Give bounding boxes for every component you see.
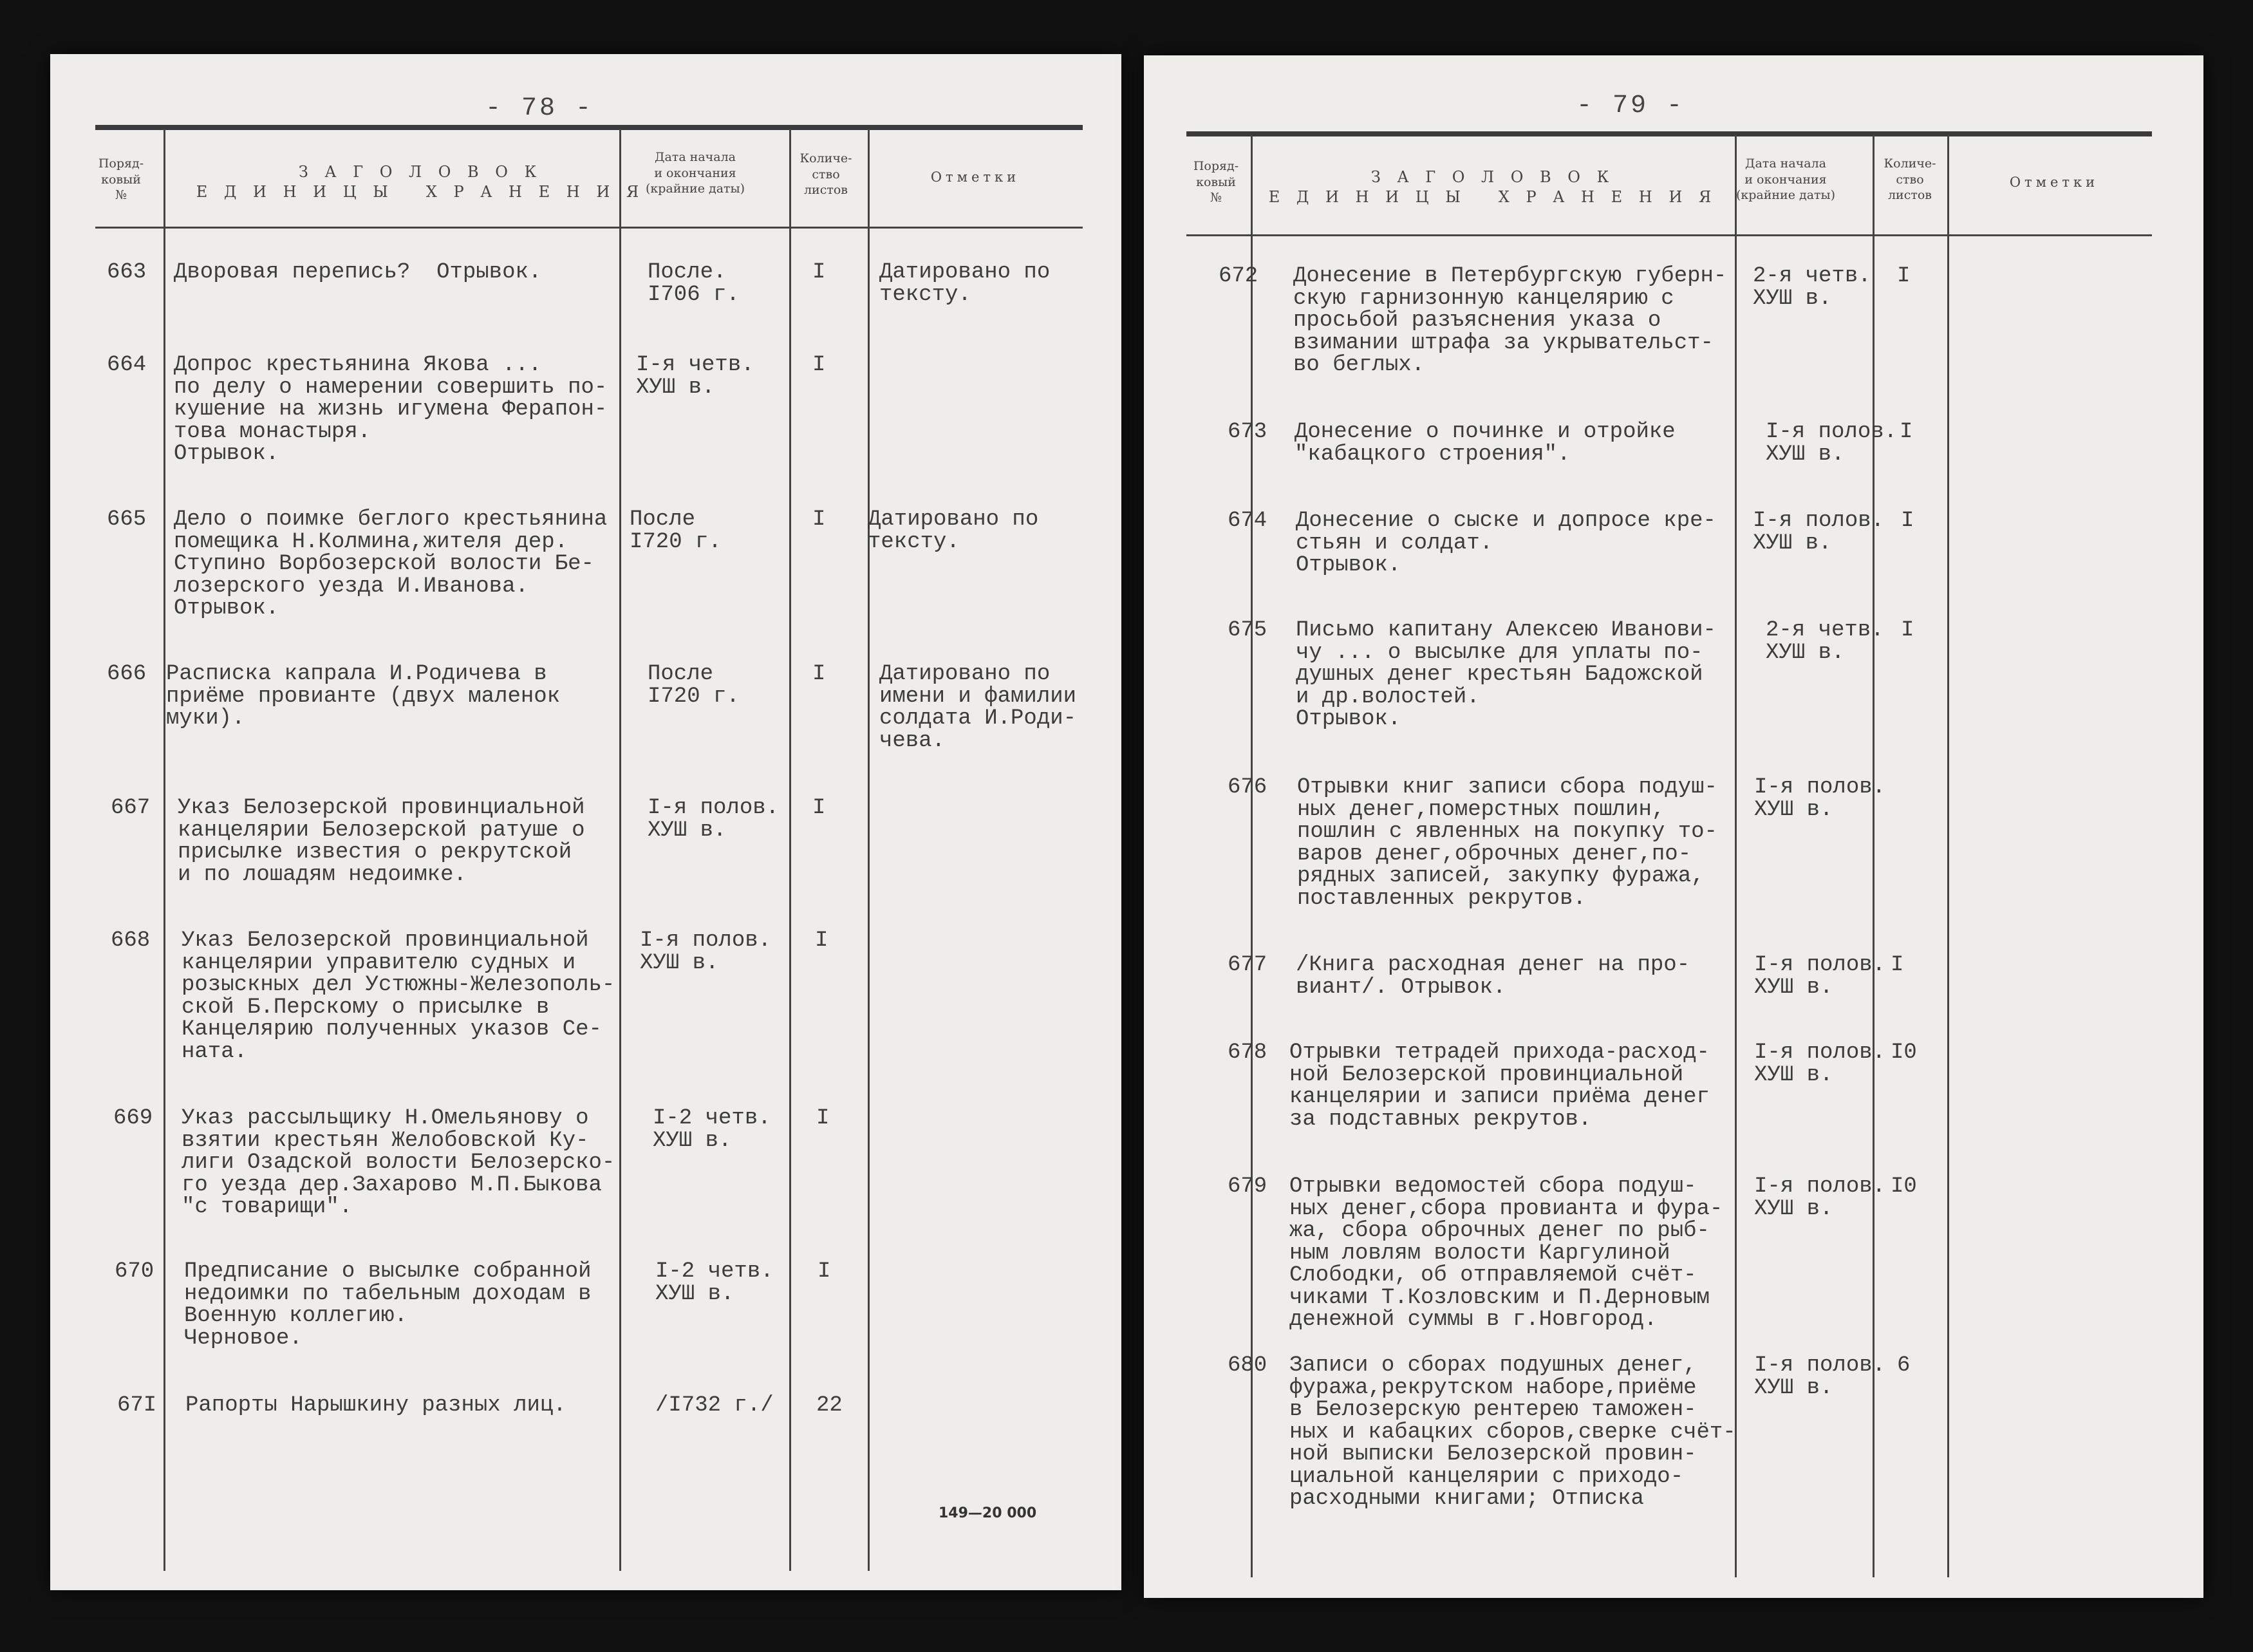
row-number: 672	[1219, 264, 1258, 288]
header-bottom-rule	[95, 227, 1083, 229]
row-dates: После I720 г.	[648, 662, 740, 709]
row-number: 674	[1228, 509, 1267, 533]
row-number: 676	[1228, 775, 1267, 800]
row-count: I	[1897, 264, 1911, 288]
row-title: Рапорты Нарышкину разных лиц.	[185, 1393, 566, 1418]
row-notes: Датировано по тексту.	[868, 507, 1039, 554]
header-order: Поряд- ковый №	[1193, 159, 1239, 205]
row-title: Допрос крестьянина Якова ... по делу о намерении совершить по- кушение на жизнь игумена Ферапон- това монастыря. Отрывок.	[174, 353, 608, 466]
page-number: - 78 -	[485, 94, 594, 123]
row-title: Письмо капитану Алексею Иванови- чу ... о высылке для уплаты по- душных денег крестьян Бадожской и др.волостей. Отрывок.	[1296, 618, 1716, 731]
header-marks: Отметки	[930, 169, 1020, 185]
row-title: Указ Белозерской провинциальной канцелярии управителю судных и розыскных дел Устюжны-Железополь- ской Б.Перскому о присылке в Канцелярию полученных указов Се- ната.	[182, 928, 615, 1064]
row-title: Указ рассыльщику Н.Омельянову о взятии крестьян Желобовской Ку- лиги Озадской волости Белозерско- го уезда дер.Захарово М.П.Быкова "с товарищи".	[182, 1106, 615, 1219]
row-title: Донесение в Петербургскую губерн- скую гарнизонную канцелярию с просьбой разъяснения указа о взимании штрафа за укрывательст- во беглых.	[1293, 264, 1727, 377]
row-count: I	[815, 928, 828, 953]
column-divider	[868, 129, 870, 1571]
row-dates: После. I706 г.	[648, 260, 740, 307]
row-count: I	[812, 507, 826, 532]
row-number: 67I	[117, 1393, 157, 1418]
row-dates: I-я полов. ХУШ в.	[1754, 953, 1886, 1000]
row-count: I	[812, 662, 826, 686]
row-dates: I-2 четв. ХУШ в.	[653, 1106, 771, 1153]
row-dates: 2-я четв. ХУШ в.	[1766, 618, 1884, 665]
row-dates: I-я полов. ХУШ в.	[1754, 1174, 1886, 1221]
row-number: 665	[107, 507, 147, 532]
column-divider	[1947, 135, 1949, 1577]
header-order: Поряд- ковый №	[98, 156, 144, 203]
column-divider	[619, 129, 621, 1571]
header-dates: Дата начала и окончания (крайние даты)	[1735, 156, 1836, 203]
row-title: Отрывки ведомостей сбора подуш- ных денег,сбора провианта и фура- жа, сбора оброчных денег по рыб- ным ловлям волости Каргулиной Слободки, об отправляемой счёт- чиками Т.Козловским и П.Дерновым денежной суммы в г.Новгород.	[1289, 1174, 1723, 1332]
row-dates: I-я полов. ХУШ в.	[640, 928, 772, 975]
row-count: I	[1901, 618, 1914, 643]
row-number: 675	[1228, 618, 1267, 643]
header-dates: Дата начала и окончания (крайние даты)	[645, 150, 745, 196]
row-number: 667	[111, 796, 151, 820]
row-dates: I-я полов. ХУШ в.	[1753, 509, 1885, 556]
row-title: Расписка капрала И.Родичева в приёме провианте (двух маленок муки).	[166, 662, 561, 731]
row-number: 666	[107, 662, 147, 686]
row-count: I	[812, 260, 826, 285]
row-dates: I-я полов. ХУШ в.	[648, 796, 780, 843]
header-title: З А Г О Л О В О К Е Д И Н И Ц Ы Х Р А Н Е Н И Я	[196, 163, 645, 202]
print-run-code: 149—20 000	[939, 1505, 1037, 1521]
row-count: I	[812, 353, 826, 377]
left-page	[50, 54, 1121, 1590]
row-dates: I-я полов. ХУШ в.	[1754, 775, 1886, 822]
row-count: 6	[1897, 1353, 1911, 1378]
row-count: I0	[1891, 1040, 1917, 1065]
row-number: 669	[113, 1106, 153, 1131]
header-count: Количе- ство листов	[799, 151, 852, 198]
row-title: Донесение о починке и отройке "кабацкого строения".	[1295, 420, 1676, 467]
row-title: Указ Белозерской провинциальной канцелярии Белозерской ратуше о присылке известия о рекрутской и по лошадям недоимке.	[178, 796, 585, 887]
row-count: I	[812, 796, 826, 820]
row-number: 664	[107, 353, 147, 377]
row-dates: I-я четв. ХУШ в.	[636, 353, 754, 400]
row-number: 677	[1228, 953, 1267, 977]
header-bottom-rule	[1186, 234, 2152, 236]
row-dates: I-я полов. ХУШ в.	[1766, 420, 1898, 467]
row-notes: Датировано по имени и фамилии солдата И.Роди- чева.	[879, 662, 1077, 753]
row-dates: I-я полов. ХУШ в.	[1754, 1353, 1886, 1400]
row-number: 668	[111, 928, 151, 953]
right-page	[1144, 55, 2203, 1598]
row-number: 679	[1228, 1174, 1267, 1199]
row-number: 663	[107, 260, 147, 285]
row-title: Дворовая перепись? Отрывок.	[174, 260, 542, 285]
header-rule	[95, 125, 1083, 130]
row-title: Записи о сборах подушных денег, фуража,рекрутском наборе,приёме в Белозерскую рентерею таможен- ных и кабацких сборов,сверке счёт- ной выписки Белозерской провин- циальной канцелярии с приходо- расходными книгами; Отписка	[1289, 1353, 1736, 1511]
row-count: I0	[1891, 1174, 1917, 1199]
row-dates: 2-я четв. ХУШ в.	[1753, 264, 1871, 311]
row-notes: Датировано по тексту.	[879, 260, 1051, 307]
page-number: - 79 -	[1576, 91, 1685, 120]
row-number: 678	[1228, 1040, 1267, 1065]
column-divider	[789, 129, 791, 1571]
row-title: Предписание о высылке собранной недоимки по табельным доходам в Военную коллегию. Черновое.	[184, 1259, 592, 1351]
row-count: I	[818, 1259, 831, 1284]
row-title: Отрывки тетрадей прихода-расход- ной Белозерской провинциальной канцелярии и записи приёма денег за подставных рекрутов.	[1289, 1040, 1710, 1132]
row-title: Отрывки книг записи сбора подуш- ных денег,померстных пошлин, пошлин с явленных на покупку то- варов денег,оброчных денег,по- рядных записей, закупку фуража, поставленных рекрутов.	[1297, 775, 1717, 911]
row-number: 680	[1228, 1353, 1267, 1378]
row-number: 670	[115, 1259, 154, 1284]
row-dates: I-2 четв. ХУШ в.	[655, 1259, 774, 1306]
row-title: /Книга расходная денег на про- виант/. Отрывок.	[1296, 953, 1690, 1000]
row-dates: /I732 г./	[655, 1393, 774, 1418]
row-count: I	[1891, 953, 1904, 977]
header-count: Количе- ство листов	[1884, 156, 1936, 203]
row-dates: I-я полов. ХУШ в.	[1754, 1040, 1886, 1087]
header-marks: Отметки	[2009, 174, 2099, 190]
row-count: I	[1901, 509, 1914, 533]
row-title: Дело о поимке беглого крестьянина помещика Н.Колмина,жителя дер. Ступино Ворбозерской волости Бе- лозерского уезда И.Иванова. Отрывок.	[174, 507, 608, 621]
row-number: 673	[1228, 420, 1267, 444]
header-rule	[1186, 131, 2152, 136]
row-title: Донесение о сыске и допросе кре- стьян и солдат. Отрывок.	[1296, 509, 1716, 577]
row-count: 22	[816, 1393, 843, 1418]
column-divider	[164, 129, 165, 1571]
row-count: I	[816, 1106, 830, 1131]
row-dates: После I720 г.	[630, 507, 722, 554]
row-count: I	[1900, 420, 1913, 444]
header-title: З А Г О Л О В О К Е Д И Н И Ц Ы Х Р А Н Е Н И Я	[1268, 168, 1717, 207]
